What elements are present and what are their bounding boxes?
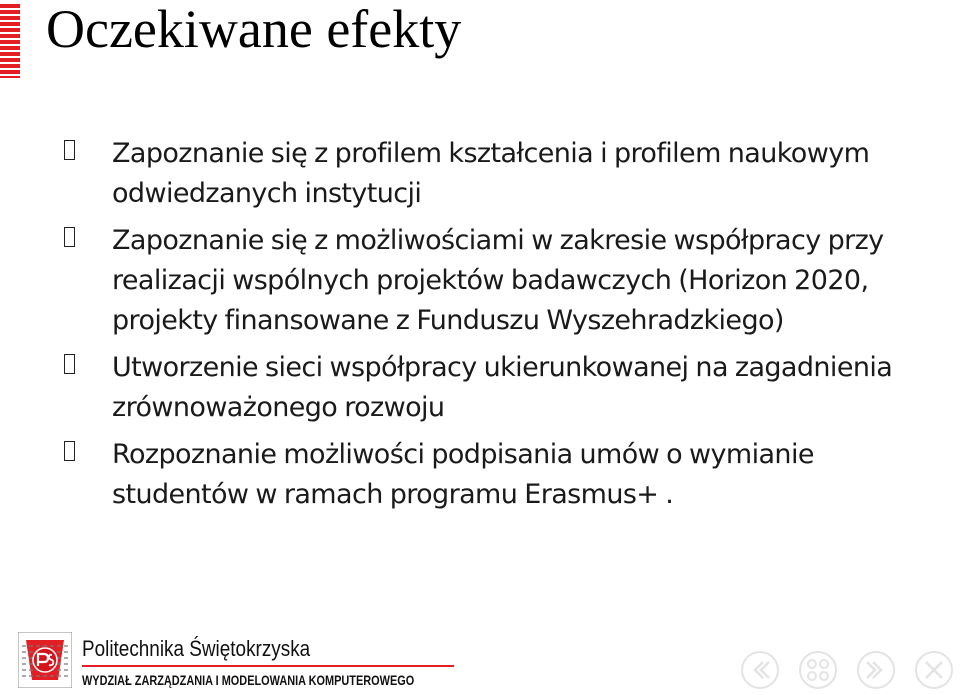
nav-close-icon[interactable]	[914, 650, 954, 690]
bullet-marker-icon	[64, 140, 75, 160]
bullet-marker-icon	[64, 354, 75, 374]
bullet-item	[62, 348, 946, 428]
nav-next-icon[interactable]	[856, 650, 896, 690]
university-name: Politechnika Świętokrzyska	[82, 636, 311, 661]
bullet-text: Utworzenie sieci współpracy ukierunkowanej na zagadnienia zrównoważonego rozwoju	[112, 352, 893, 423]
nav-menu-icon[interactable]	[798, 650, 838, 690]
nav-previous-icon[interactable]	[740, 650, 780, 690]
bullet-text: Rozpoznanie możliwości podpisania umów o wymianie studentów w ramach programu Erasmus+ .	[112, 439, 814, 510]
bullet-item	[62, 134, 946, 214]
bullet-text: Zapoznanie się z profilem kształcenia i profilem naukowym odwiedzanych instytucji	[112, 138, 870, 209]
bullet-item	[62, 221, 946, 341]
psk-logo-icon	[18, 632, 72, 688]
bullet-text: Zapoznanie się z możliwościami w zakresie współpracy przy realizacji wspólnych projektów badawczych (Horizon 2020, projekty finansowane z Funduszu Wyszehradzkiego)	[112, 225, 884, 336]
title-accent-bar	[0, 4, 20, 78]
slide-title: Oczekiwane efekty	[46, 0, 462, 59]
bullet-marker-icon	[64, 227, 75, 247]
bullet-marker-icon	[64, 441, 75, 461]
bullet-item	[62, 435, 946, 515]
department-name: WYDZIAŁ ZARZĄDZANIA I MODELOWANIA KOMPUTEROWEGO	[82, 672, 415, 688]
footer-divider	[82, 665, 454, 667]
bullet-list	[62, 134, 946, 522]
